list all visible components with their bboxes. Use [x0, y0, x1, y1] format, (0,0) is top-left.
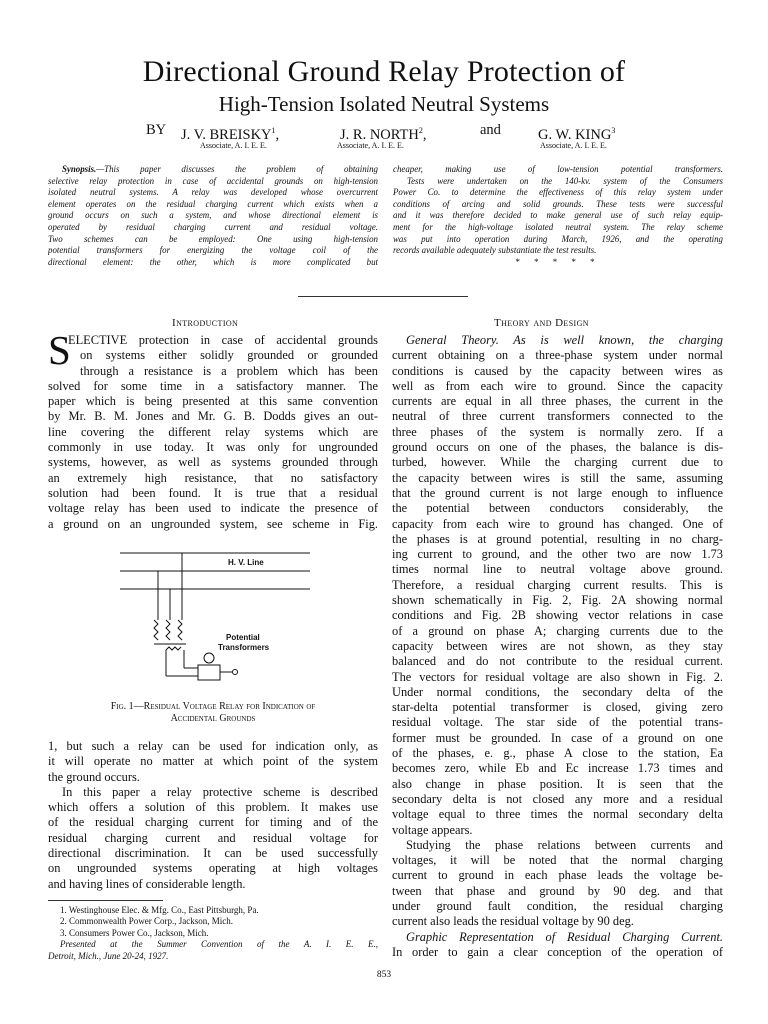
text-line: on ungrounded systems operating at high voltages — [48, 861, 378, 876]
footnote-1: 1. Westinghouse Elec. & Mfg. Co., East Pittsburgh, Pa. — [60, 905, 259, 915]
text-line: by Mr. B. M. Jones and Mr. G. B. Dodds gives an out- — [48, 409, 378, 424]
synopsis-line: potential transformers for energizing the voltage coil of the — [48, 245, 378, 256]
text-line: solution had been found. It is true that a residual — [48, 485, 378, 500]
drop-cap: S — [48, 327, 71, 373]
text-line: current obtaining on a three-phase system under normal — [392, 348, 723, 363]
text-line: voltage appears. — [392, 822, 473, 837]
synopsis-line: conditions of arcing and solid grounds. These tests were successful — [393, 198, 723, 209]
text-line: ing current to ground, and the other two are now 1.73 — [392, 547, 723, 562]
text-line: tween that phase and ground by 90 deg. and that — [392, 883, 723, 898]
synopsis-line: and it was therefore decided to make general use of such relay equip- — [393, 210, 723, 221]
author-1: J. V. BREISKY$^1$, — [181, 126, 280, 143]
synopsis-left — [48, 164, 378, 268]
text-line: conditions is caused by the capacity between wires as — [392, 363, 723, 378]
intro-text — [48, 327, 378, 532]
author-1-affiliation: Associate, A. I. E. E. — [200, 141, 267, 150]
theory-text — [392, 333, 723, 960]
text-line: well as from each wire to ground. Since the capacity — [392, 378, 723, 393]
footnote-presented-cont: Detroit, Mich., June 20-24, 1927. — [48, 950, 169, 961]
text-line: General Theory. As is well known, the charging — [406, 333, 723, 347]
synopsis-line: directional element: the other, which is more complicated but — [48, 256, 378, 267]
section-divider — [298, 296, 468, 297]
text-line: which offers a solution of this problem. It makes use — [48, 800, 378, 815]
text-line: becomes zero, while Eb and Ec increase 1.73 times and — [392, 761, 723, 776]
pt-label-2: Transformers — [218, 643, 270, 652]
text-line: the ground occurs. — [48, 769, 140, 784]
text-line: paper which is being presented at this same convention — [48, 394, 378, 409]
author-2-affiliation: Associate, A. I. E. E. — [337, 141, 404, 150]
text-line: also change in phase position. It is seen that the — [392, 776, 723, 791]
text-line: of the residual charging current for timing and of the — [48, 815, 378, 830]
text-line: voltage equal to three times the normal secondary delta — [392, 807, 723, 822]
text-line: the potential between conductors considerably, the — [392, 501, 723, 516]
text-line: conditions and Fig. 2B showing vector relations in case — [392, 608, 723, 623]
synopsis-line: ment for the high-voltage isolated neutral system. The relay scheme — [393, 221, 723, 232]
author-3-affiliation: Associate, A. I. E. E. — [540, 141, 607, 150]
footnote-2: 2. Commonwealth Power Corp., Jackson, Mich. — [60, 916, 233, 927]
author-3: G. W. KING$^3$ — [538, 126, 616, 143]
synopsis-line: Power Co. to determine the effectiveness of this relay system under — [393, 187, 723, 198]
text-line: ground occurs on one of the phases, the balance is dis- — [392, 440, 723, 455]
text-line: ELECTIVE protection in case of accidental grounds — [68, 333, 378, 347]
relay-indicator — [204, 653, 214, 663]
and-label: and — [480, 122, 501, 138]
figure-1-caption — [48, 701, 378, 725]
synopsis-line: records available adequately substantiate the test results. — [393, 245, 597, 256]
text-line: solved for some time in a satisfactory manner. The — [48, 378, 378, 393]
synopsis-line: Tests were undertaken on the 140-kv. system of the Consumers — [407, 175, 723, 186]
text-line: Studying the phase relations between currents and — [406, 837, 723, 852]
text-line: balanced and do not contribute to the residual current. — [392, 654, 723, 669]
footnote-rule — [48, 900, 163, 901]
text-line: a ground on an ungrounded system, see scheme in Fig. — [48, 516, 378, 531]
intro-text-continued — [48, 739, 378, 892]
text-line: commonly in use today. It was only for ungrounded — [48, 440, 378, 455]
text-line: it will operate no matter at which point of the system — [48, 754, 378, 769]
text-line: capacity from each wire to ground has changed. One of — [392, 516, 723, 531]
paper-title: Directional Ground Relay Protection of — [142, 55, 626, 88]
synopsis-line: operated by residual charging current and residual voltage. — [48, 221, 378, 232]
footnote-3: 3. Consumers Power Co., Jackson, Mich. — [60, 927, 209, 938]
pt-label-1: Potential — [226, 633, 260, 642]
theory-heading: Theory and Design — [494, 317, 589, 329]
text-line: the phases is at ground potential, resulting in no charg- — [392, 531, 723, 546]
relay-body — [198, 665, 220, 680]
text-line: an extremely high resistance, that no satisfactory — [48, 470, 378, 485]
synopsis-line: was put into operation during March, 1926, and the operating — [393, 233, 723, 244]
text-line: line covering the different relay systems which are — [48, 424, 378, 439]
synopsis-stars: * * * * * — [515, 256, 601, 267]
text-line: capacity between wires are not shown, as they stay — [392, 638, 723, 653]
by-label: BY — [146, 122, 167, 138]
intro-heading: Introduction — [172, 317, 239, 329]
caption-line: Accidental Grounds — [170, 713, 256, 724]
text-line: Therefore, a residual charging current results. This is — [392, 577, 723, 592]
synopsis-line: ground occurs on such a system, and whose directional element is — [48, 210, 378, 221]
text-line: star-delta potential transformer is closed, giving zero — [392, 700, 723, 715]
hv-line-label: H. V. Line — [228, 558, 264, 567]
text-line: through a resistance is a problem which has been — [80, 363, 378, 378]
synopsis-line: Synopsis.—This paper discusses the problem of obtaining — [62, 164, 378, 174]
relay-contact — [233, 670, 238, 675]
text-line: directional discrimination. It can be used successfully — [48, 846, 378, 861]
text-line: voltage relay has been used to indicate the presence of — [48, 501, 378, 516]
synopsis-lead: Synopsis. — [62, 164, 97, 174]
synopsis-line: cheaper, making use of low-tension potential transformers. — [393, 164, 723, 174]
text-line: In order to gain a clear conception of the operation of — [392, 944, 723, 959]
footnotes — [48, 905, 378, 962]
text-line: neutral of three current transformers connected to the — [392, 409, 723, 424]
text-line: former must be grounded. In case of a ground on one — [392, 730, 723, 745]
text-line: of the phases, e. g., phase A close to the station, Ea — [392, 746, 723, 761]
text-line: times normal line to neutral voltage above ground. — [392, 562, 723, 577]
text-line: current also leads the residual voltage by 90 deg. — [392, 914, 634, 929]
text-line: current to ground in each phase leads the voltage be- — [392, 868, 723, 883]
text-line: under ground fault condition, the residual charging — [392, 898, 723, 913]
synopsis-line: Two schemes can be employed: One using high-tension — [48, 233, 378, 244]
figure-1 — [110, 546, 330, 696]
pt-primary-coil-a — [154, 620, 158, 640]
text-line: In this paper a relay protective scheme is described — [62, 784, 378, 799]
text-line: residual voltage. The star side of the potential trans- — [392, 715, 723, 730]
synopsis-line: selective relay protection in case of accidental grounds on high-tension — [48, 175, 378, 186]
text-line: currents are equal in all three phases, the current in the — [392, 394, 723, 409]
text-line: voltages, it will be noted that the normal charging — [392, 853, 723, 868]
author-2: J. R. NORTH$^2$, — [340, 126, 427, 143]
pt-primary-coil-b — [166, 620, 170, 640]
figure-1-schematic — [110, 546, 330, 696]
caption-line: Fig. 1—Residual Voltage Relay for Indication of — [110, 701, 316, 712]
synopsis-line: element operates on the residual charging current which exists when a — [48, 198, 378, 209]
text-line: systems, however, as well as systems grounded through — [48, 455, 378, 470]
synopsis-right — [393, 164, 723, 268]
text-line: of a ground on phase A; charging currents due to the — [392, 623, 723, 638]
text-line: Under normal conditions, the secondary delta of the — [392, 684, 723, 699]
text-line: turbed, however. While the charging current due to — [392, 455, 723, 470]
footnote-presented: Presented at the Summer Convention of the A. I. E. E., — [60, 939, 378, 950]
text-line: and having lines of considerable length. — [48, 876, 246, 891]
text-line: the capacity between wires is still the same, assuming — [392, 470, 723, 485]
text-line: that the ground current is not large enough to influence — [392, 485, 723, 500]
page-number: 853 — [376, 970, 392, 980]
paper-subtitle: High-Tension Isolated Neutral Systems — [218, 92, 550, 116]
text-line: The vectors for residual voltage are also shown in Fig. 2. — [392, 669, 723, 684]
synopsis-line: isolated neutral systems. A relay was developed whose overcurrent — [48, 187, 378, 198]
text-line: three phases of the system is normally zero. If a — [392, 424, 723, 439]
text-line: on systems either solidly grounded or grounded — [80, 348, 378, 363]
pt-primary-coil-c — [178, 620, 182, 640]
text-line: secondary delta is not closed any more and a residual — [392, 791, 723, 806]
text-line: residual charging current and residual voltage for — [48, 830, 378, 845]
text-line: shown schematically in Fig. 2, Fig. 2A showing normal — [392, 593, 723, 608]
text-line: 1, but such a relay can be used for indication only, as — [48, 739, 378, 753]
text-line: Graphic Representation of Residual Charging Current. — [406, 929, 723, 944]
pt-secondary-coil — [166, 647, 181, 650]
